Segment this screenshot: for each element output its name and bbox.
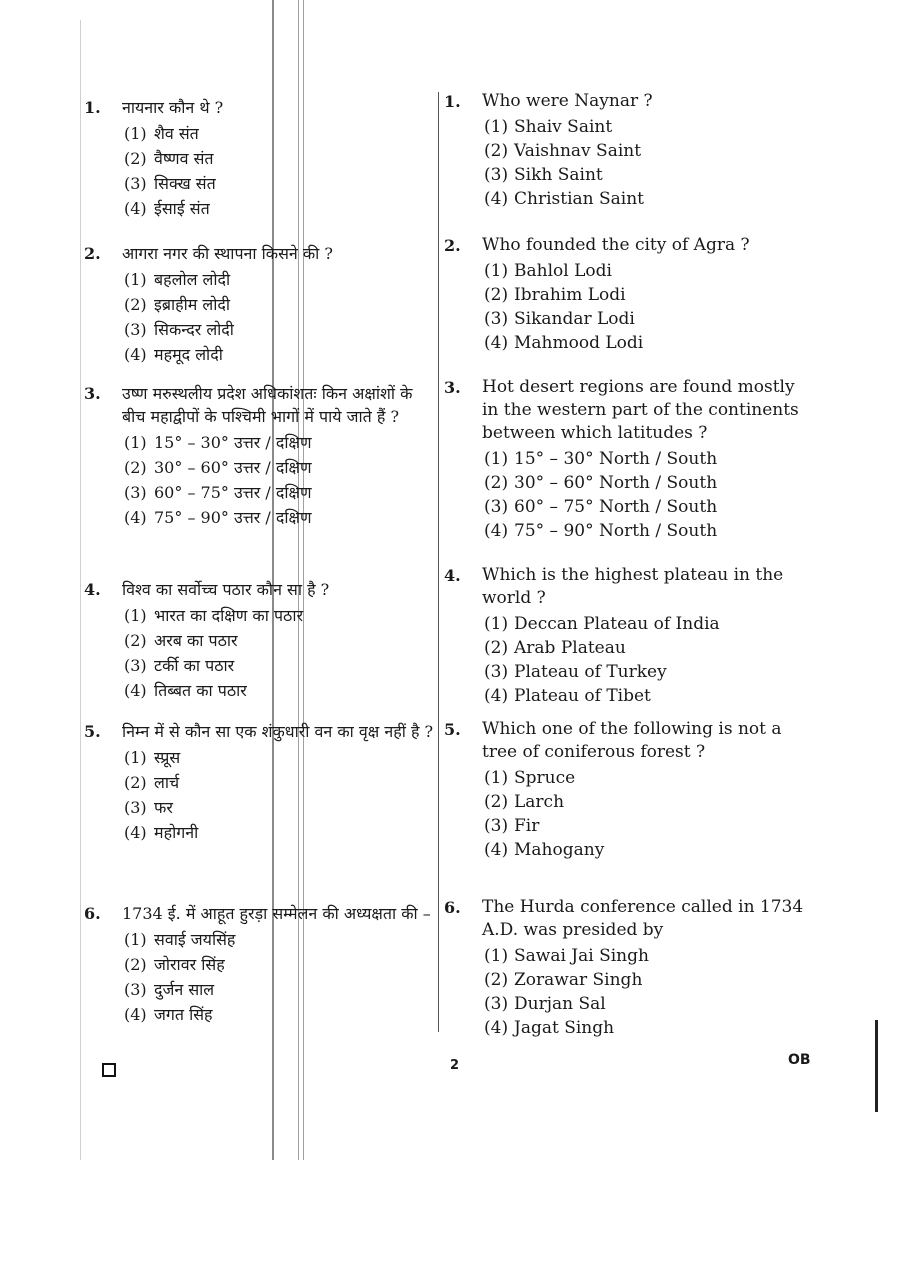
option: (1) 15° – 30° North / South [484,449,718,469]
option: (3) सिकन्दर लोदी [124,320,234,339]
option: (3) 60° – 75° North / South [484,497,718,517]
option: (1) बहलोल लोदी [124,270,231,289]
option: (4) Christian Saint [484,189,644,209]
question-number: 2. [84,244,101,263]
options-list [124,121,434,221]
option: (4) महमूद लोदी [124,345,223,364]
question-number: 3. [84,384,101,403]
question-number: 1. [444,92,461,111]
english-question-1 [444,90,804,227]
question-number: 2. [444,236,461,255]
option: (3) Durjan Sal [484,994,606,1014]
left-margin-rule [80,20,81,1160]
question-text: निम्न में से कौन सा एक शंकुधारी वन का वृक्ष नहीं है ? [122,722,434,741]
question-text: विश्व का सर्वोच्च पठार कौन सा है ? [122,580,330,599]
options-list [124,603,434,703]
question-text: Who founded the city of Agra ? [482,235,750,255]
option: (4) Plateau of Tibet [484,686,651,706]
question-number: 5. [444,720,461,739]
options-list [484,115,804,211]
option: (2) Zorawar Singh [484,970,643,990]
option: (4) 75° – 90° उत्तर / दक्षिण [124,508,312,527]
option: (3) Sikandar Lodi [484,309,635,329]
question-number: 4. [444,566,461,585]
option: (3) फर [124,798,173,817]
option: (4) Jagat Singh [484,1018,615,1038]
options-list [484,259,804,355]
question-text: Which is the highest plateau in the world ? [482,565,784,608]
options-list [484,612,804,708]
option: (4) 75° – 90° North / South [484,521,718,541]
option: (3) Sikh Saint [484,165,603,185]
option: (3) 60° – 75° उत्तर / दक्षिण [124,483,312,502]
option: (2) 30° – 60° उत्तर / दक्षिण [124,458,312,477]
option: (4) महोगनी [124,823,199,842]
options-list [484,766,804,862]
option: (2) Vaishnav Saint [484,141,642,161]
question-text: Who were Naynar ? [482,91,653,111]
option: (2) जोरावर सिंह [124,955,225,974]
options-list [484,447,804,543]
english-question-6 [444,896,804,1056]
option: (3) सिक्ख संत [124,174,216,193]
right-edge-mark [875,1020,878,1112]
option: (3) टर्की का पठार [124,656,235,675]
option: (1) 15° – 30° उत्तर / दक्षिण [124,433,312,452]
question-number: 6. [84,904,101,923]
option: (4) ईसाई संत [124,199,210,218]
question-text: Hot desert regions are found mostly in the western part of the continents between which latitudes ? [482,377,799,443]
question-number: 5. [84,722,101,741]
hindi-question-4 [84,578,434,719]
question-text: 1734 ई. में आहूत हुरड़ा सम्मेलन की अध्यक्षता की – [122,904,431,923]
question-number: 4. [84,580,101,599]
english-question-5 [444,718,804,878]
english-question-4 [444,564,804,724]
option: (2) अरब का पठार [124,631,238,650]
hindi-question-1 [84,96,434,237]
option: (3) Plateau of Turkey [484,662,667,682]
question-text: नायनार कौन थे ? [122,98,224,117]
option: (2) वैष्णव संत [124,149,214,168]
option: (2) इब्राहीम लोदी [124,295,231,314]
option: (1) Sawai Jai Singh [484,946,649,966]
option: (1) Bahlol Lodi [484,261,612,281]
hindi-question-5 [84,720,434,861]
option: (1) भारत का दक्षिण का पठार [124,606,304,625]
options-list [124,267,434,367]
options-list [124,927,434,1027]
options-list [484,944,804,1040]
hindi-question-3 [84,382,434,546]
booklet-code: OB [788,1052,811,1068]
question-text: The Hurda conference called in 1734 A.D. was presided by [482,897,804,940]
option: (1) स्प्रूस [124,748,181,767]
option: (3) Fir [484,816,540,836]
option: (1) शैव संत [124,124,199,143]
option: (2) Ibrahim Lodi [484,285,626,305]
options-list [124,745,434,845]
option: (2) 30° – 60° North / South [484,473,718,493]
option: (4) तिब्बत का पठार [124,681,247,700]
question-text: आगरा नगर की स्थापना किसने की ? [122,244,333,263]
question-text: उष्ण मरुस्थलीय प्रदेश अधिकांशतः किन अक्षांशों के बीच महाद्वीपों के पश्चिमी भागों में पाये जाते हैं ? [122,384,413,426]
option: (3) दुर्जन साल [124,980,215,999]
page-number: 2 [450,1058,460,1073]
option: (4) Mahogany [484,840,605,860]
option: (4) जगत सिंह [124,1005,213,1024]
hindi-question-6 [84,902,434,1043]
question-text: Which one of the following is not a tree of coniferous forest ? [482,719,782,762]
question-number: 1. [84,98,101,117]
option: (2) Arab Plateau [484,638,626,658]
english-question-2 [444,234,804,371]
option: (2) Larch [484,792,565,812]
column-divider [438,92,439,1032]
question-number: 3. [444,378,461,397]
option: (1) Deccan Plateau of India [484,614,720,634]
options-list [124,430,434,530]
square-box-icon [102,1063,116,1077]
option: (4) Mahmood Lodi [484,333,644,353]
option: (1) सवाई जयसिंह [124,930,236,949]
option: (1) Spruce [484,768,576,788]
option: (2) लार्च [124,773,180,792]
hindi-question-2 [84,242,434,383]
option: (1) Shaiv Saint [484,117,613,137]
english-question-3 [444,376,804,559]
question-number: 6. [444,898,461,917]
